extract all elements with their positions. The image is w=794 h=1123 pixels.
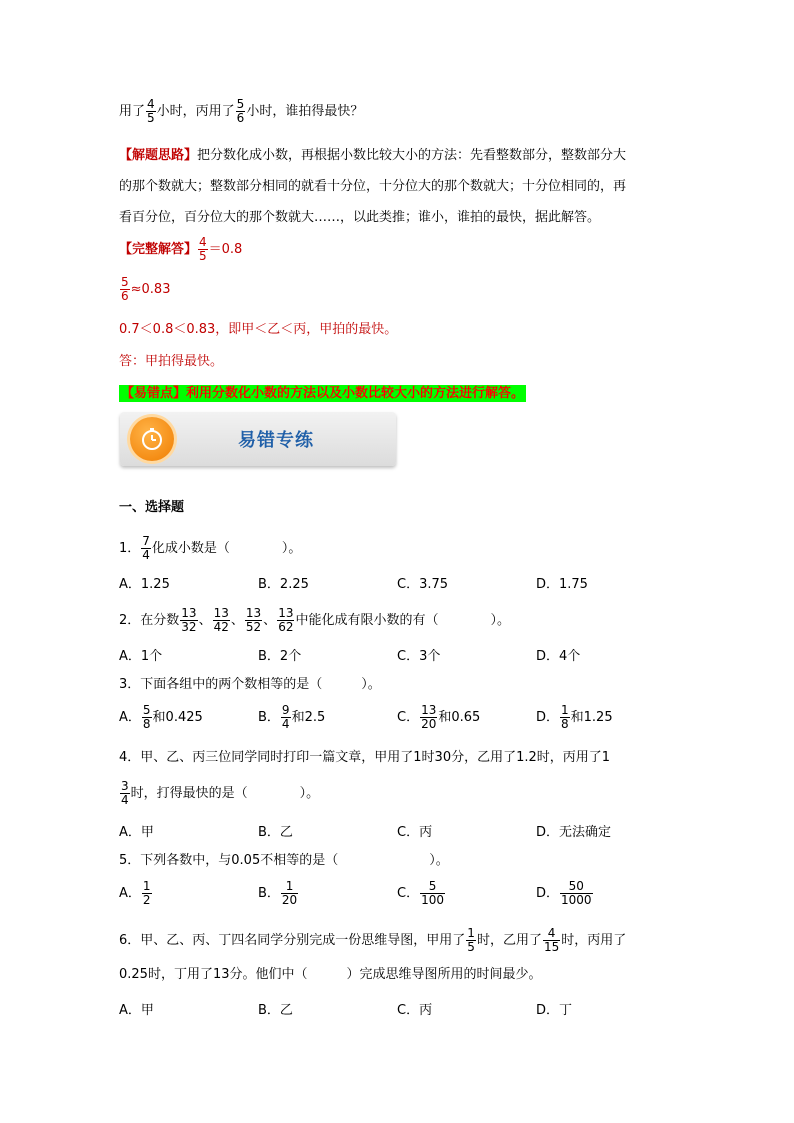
fraction: $\frac{13}{32}$ <box>181 606 197 634</box>
error-point: 【易错点】利用分数化小数的方法以及小数比较大小的方法进行解答。 <box>121 386 525 401</box>
question-4: 4．甲、乙、丙三位同学同时打印一篇文章，甲用了1时30分，乙用了1.2时，丙用了1 <box>119 750 611 765</box>
fraction: $\frac{4}{5}$ <box>147 97 155 125</box>
fraction: $\frac{13}{62}$ <box>278 606 294 634</box>
fraction: $\frac{1}{2}$ <box>142 879 151 907</box>
q2-option-b[interactable]: B．2个 <box>258 649 302 664</box>
q3-option-b[interactable]: B． $\frac{9}{4}$ 和2.5 <box>258 703 326 731</box>
fraction: $\frac{13}{52}$ <box>245 606 262 634</box>
tip-label: 【解题思路】 <box>119 148 198 163</box>
fraction: $\frac{5}{8}$ <box>142 703 151 731</box>
question-1: 1． $\frac{7}{4}$ 化成小数是（ ）。 <box>119 534 302 562</box>
banner-title: 易错专练 <box>238 430 314 451</box>
fraction: $\frac{1}{8}$ <box>561 703 569 731</box>
q1-option-b[interactable]: B．2.25 <box>258 577 309 592</box>
fraction: $\frac{13}{42}$ <box>213 606 229 634</box>
full-answer-4: 答：甲拍得最快。 <box>119 354 224 369</box>
fraction: $\frac{13}{20}$ <box>421 703 437 731</box>
question-6: 6．甲、乙、丙、丁四名同学分别完成一份思维导图，甲用了 $\frac{1}{5}$ 时，乙用了 $\frac{4}{15}$ 时，丙用了 <box>119 926 627 954</box>
q4-option-d[interactable]: D．无法确定 <box>536 825 612 840</box>
question-4-cont: $\frac{3}{4}$ 时，打得最快的是（ ）。 <box>121 779 320 807</box>
q6-option-a[interactable]: A．甲 <box>119 1003 154 1018</box>
fraction: $\frac{9}{4}$ <box>281 703 290 731</box>
fraction: $\frac{4}{15}$ <box>543 926 560 954</box>
q5-option-b[interactable]: B． $\frac{1}{20}$ <box>258 879 298 907</box>
q2-option-c[interactable]: C．3个 <box>397 649 441 664</box>
q4-option-a[interactable]: A．甲 <box>119 825 154 840</box>
solution-idea-3: 看百分位，百分位大的那个数就大……，以此类推；谁小，谁拍的最快，据此解答。 <box>119 210 601 225</box>
full-answer-2: $\frac{5}{6}$ ≈0.83 <box>121 275 171 303</box>
fraction: $\frac{5}{100}$ <box>421 879 444 907</box>
question-6-cont: 0.25时，丁用了13分。他们中（ ）完成思维导图所用的时间最少。 <box>119 967 542 982</box>
solution-idea-2: 的那个数就大；整数部分相同的就看十分位，十分位大的那个数就大；十分位相同的，再 <box>119 179 627 194</box>
q1-option-d[interactable]: D．1.75 <box>536 577 588 592</box>
q6-option-b[interactable]: B．乙 <box>258 1003 293 1018</box>
q4-option-b[interactable]: B．乙 <box>258 825 293 840</box>
intro-line-1: 用了 $\frac{4}{5}$ 小时，丙用了 $\frac{5}{6}$ 小时，谁拍得最快？ <box>119 97 364 125</box>
question-3: 3．下面各组中的两个数相等的是（ ）。 <box>119 677 381 692</box>
solution-idea: 【解题思路】把分数化成小数，再根据小数比较大小的方法：先看整数部分，整数部分大 <box>119 148 627 163</box>
q3-option-d[interactable]: D． $\frac{1}{8}$ 和1.25 <box>536 703 613 731</box>
fraction: $\frac{50}{1000}$ <box>561 879 592 907</box>
fraction: $\frac{1}{20}$ <box>281 879 298 907</box>
q6-option-c[interactable]: C．丙 <box>397 1003 433 1018</box>
q5-option-c[interactable]: C． $\frac{5}{100}$ <box>397 879 444 907</box>
q6-option-d[interactable]: D．丁 <box>536 1003 573 1018</box>
fraction: $\frac{5}{6}$ <box>236 97 245 125</box>
fraction: $\frac{5}{6}$ <box>121 275 129 303</box>
fraction: $\frac{3}{4}$ <box>121 779 129 807</box>
q1-option-c[interactable]: C．3.75 <box>397 577 449 592</box>
stopwatch-icon <box>130 417 174 461</box>
fraction: $\frac{1}{5}$ <box>467 926 475 954</box>
fraction: $\frac{7}{4}$ <box>142 534 150 562</box>
q2-option-d[interactable]: D．4个 <box>536 649 581 664</box>
answer-label: 【完整解答】 <box>119 242 198 257</box>
q3-option-a[interactable]: A． $\frac{5}{8}$ 和0.425 <box>119 703 203 731</box>
section-title: 一、选择题 <box>119 500 185 515</box>
full-answer-1: 【完整解答】 $\frac{4}{5}$ ＝0.8 <box>119 235 243 263</box>
q2-option-a[interactable]: A．1个 <box>119 649 163 664</box>
q5-option-a[interactable]: A． $\frac{1}{2}$ <box>119 879 151 907</box>
question-5: 5．下列各数中，与0.05不相等的是（ ）。 <box>119 853 449 868</box>
section-banner <box>120 412 396 466</box>
q4-option-c[interactable]: C．丙 <box>397 825 433 840</box>
full-answer-3: 0.7＜0.8＜0.83，即甲＜乙＜丙，甲拍的最快。 <box>119 322 398 337</box>
question-2: 2．在分数 $\frac{13}{32}$ 、 $\frac{13}{42}$ 、 $\frac{13}{52}$ 、 $\frac{13}{62}$ 中能化成有限小数的有（ ）。 <box>119 606 510 634</box>
fraction: $\frac{4}{5}$ <box>199 235 207 263</box>
q3-option-c[interactable]: C． $\frac{13}{20}$ 和0.65 <box>397 703 481 731</box>
q5-option-d[interactable]: D． $\frac{50}{1000}$ <box>536 879 592 907</box>
q1-option-a[interactable]: A．1.25 <box>119 577 170 592</box>
